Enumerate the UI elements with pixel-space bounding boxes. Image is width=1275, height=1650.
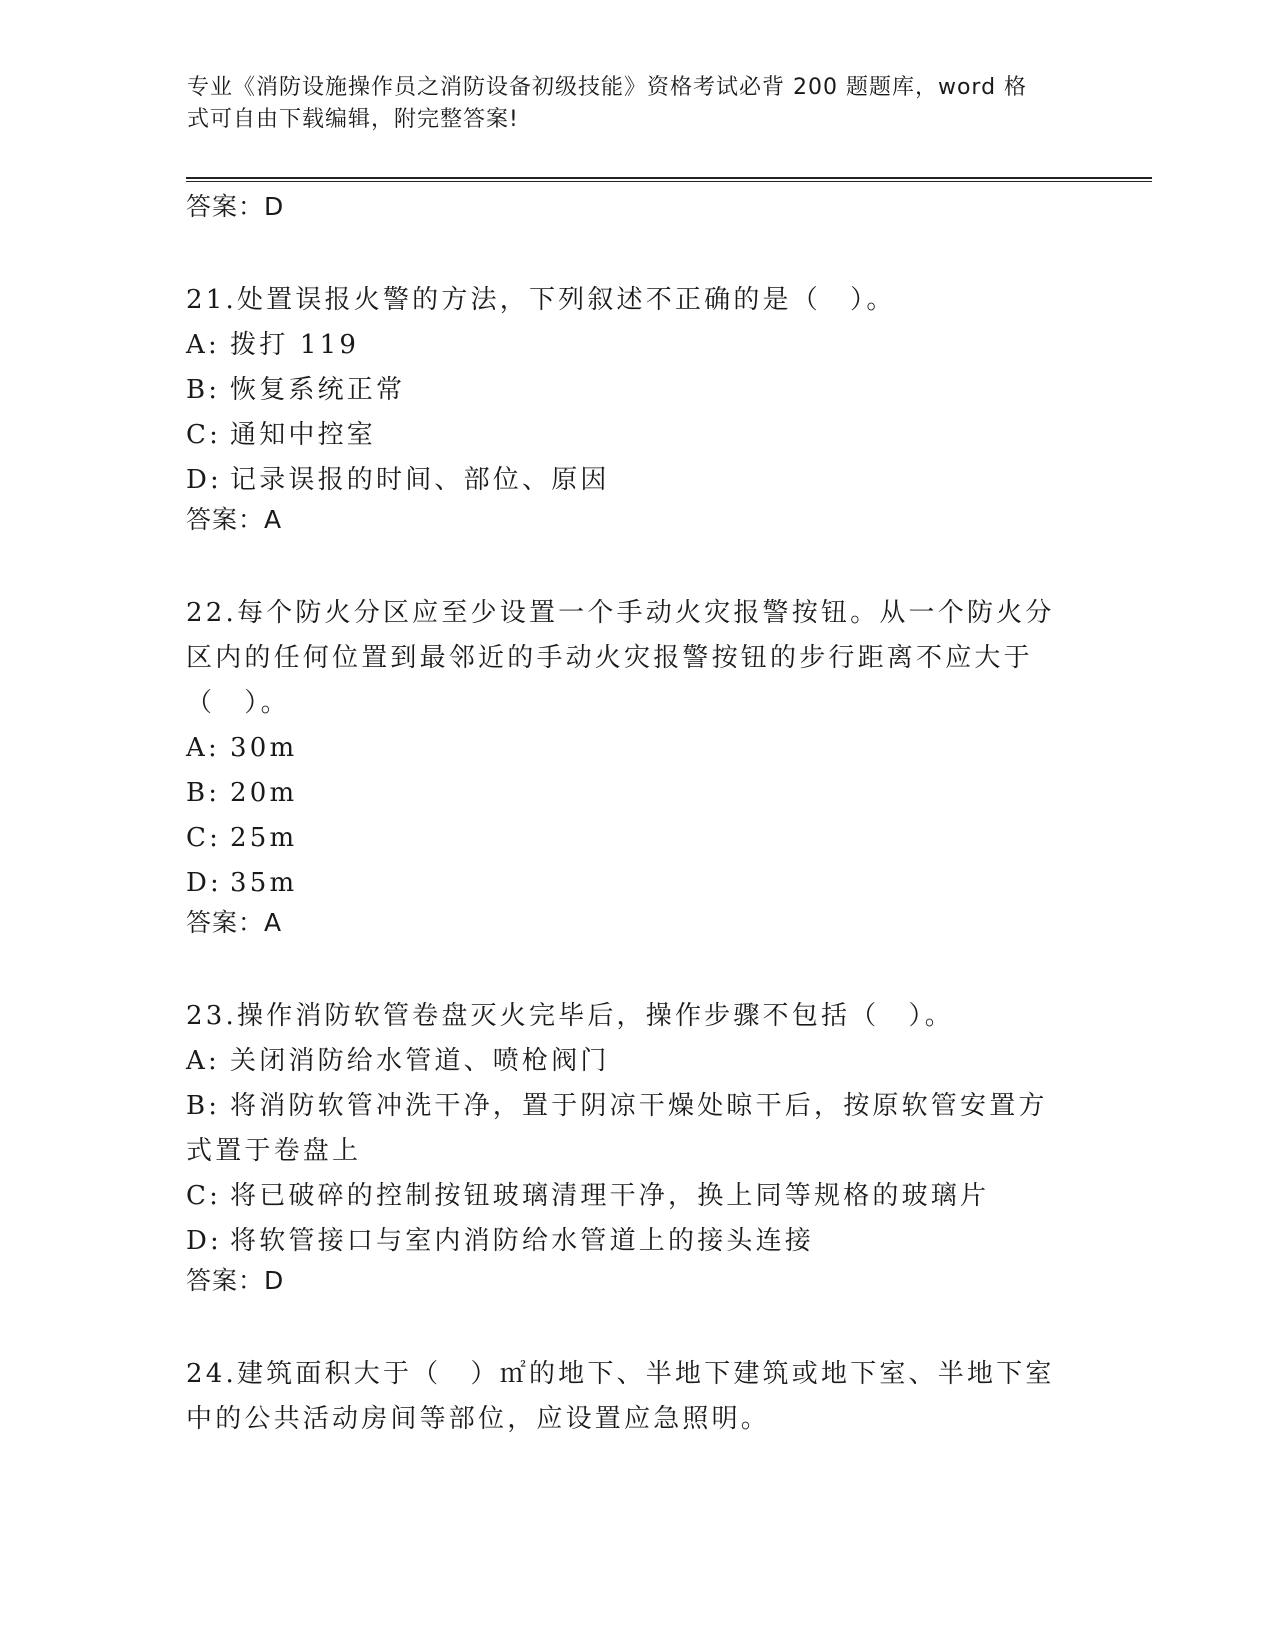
option-d	[186, 861, 1076, 906]
option-text: 关闭消防给水管道、喷枪阀门	[230, 1046, 610, 1076]
question-text: 23.操作消防软管卷盘灭火完毕后，操作步骤不包括（ ）。	[186, 1001, 954, 1031]
option-text: 将软管接口与室内消防给水管道上的接头连接	[230, 1226, 815, 1256]
option-c	[186, 816, 1076, 861]
option-letter: B:	[186, 778, 221, 808]
option-letter: D:	[186, 868, 223, 898]
answer: 答案：D	[186, 1266, 285, 1295]
option-a	[186, 323, 1076, 368]
option-c	[186, 1174, 1076, 1219]
spacer	[186, 1298, 1076, 1352]
option-text: 将消防软管冲洗干净，置于阴凉干燥处晾干后，按原软管安置方式置于卷盘上	[186, 1091, 1048, 1166]
option-text: 记录误报的时间、部位、原因	[230, 465, 610, 495]
option-a	[186, 726, 1076, 771]
option-d	[186, 458, 1076, 503]
question-text: 22.每个防火分区应至少设置一个手动火灾报警按钮。从一个防火分区内的任何位置到最邻近的手动火灾报警按钮的步行距离不应大于（ ）。	[186, 598, 1055, 718]
option-text: 恢复系统正常	[230, 375, 406, 405]
option-letter: C:	[186, 823, 222, 853]
option-text: 拨打 119	[230, 330, 360, 360]
question-22	[186, 591, 1076, 940]
option-d	[186, 1219, 1076, 1264]
header-line-2: 式可自由下载编辑，附完整答案!	[187, 107, 519, 132]
option-letter: A:	[186, 330, 220, 360]
option-letter: C:	[186, 1181, 222, 1211]
spacer	[186, 537, 1076, 591]
document-header	[187, 72, 1067, 136]
question-text: 24.建筑面积大于（ ）㎡的地下、半地下建筑或地下室、半地下室中的公共活动房间等部位，应设置应急照明。	[186, 1359, 1055, 1434]
option-letter: B:	[186, 375, 221, 405]
option-letter: C:	[186, 420, 222, 450]
question-21	[186, 278, 1076, 537]
option-text: 20m	[230, 778, 298, 808]
option-text: 35m	[230, 868, 298, 898]
answer: 答案：A	[186, 908, 283, 937]
option-b	[186, 771, 1076, 816]
spacer	[186, 224, 1076, 278]
option-letter: A:	[186, 1046, 220, 1076]
option-text: 将已破碎的控制按钮玻璃清理干净，换上同等规格的玻璃片	[230, 1181, 990, 1211]
option-c	[186, 413, 1076, 458]
option-b	[186, 368, 1076, 413]
question-23	[186, 994, 1076, 1298]
question-text: 21.处置误报火警的方法，下列叙述不正确的是（ ）。	[186, 285, 896, 315]
option-letter: D:	[186, 1226, 223, 1256]
option-b	[186, 1084, 1076, 1174]
option-letter: A:	[186, 733, 220, 763]
option-letter: B:	[186, 1091, 221, 1121]
option-text: 25m	[230, 823, 298, 853]
option-text: 通知中控室	[230, 420, 377, 450]
option-text: 30m	[230, 733, 298, 763]
header-divider	[186, 177, 1152, 182]
option-a	[186, 1039, 1076, 1084]
spacer	[186, 940, 1076, 994]
previous-answer: 答案：D	[186, 192, 285, 221]
document-body	[186, 190, 1076, 1442]
answer: 答案：A	[186, 505, 283, 534]
option-letter: D:	[186, 465, 223, 495]
header-line-1: 专业《消防设施操作员之消防设备初级技能》资格考试必背 200 题题库，word 格	[187, 75, 1028, 100]
question-24	[186, 1352, 1076, 1442]
